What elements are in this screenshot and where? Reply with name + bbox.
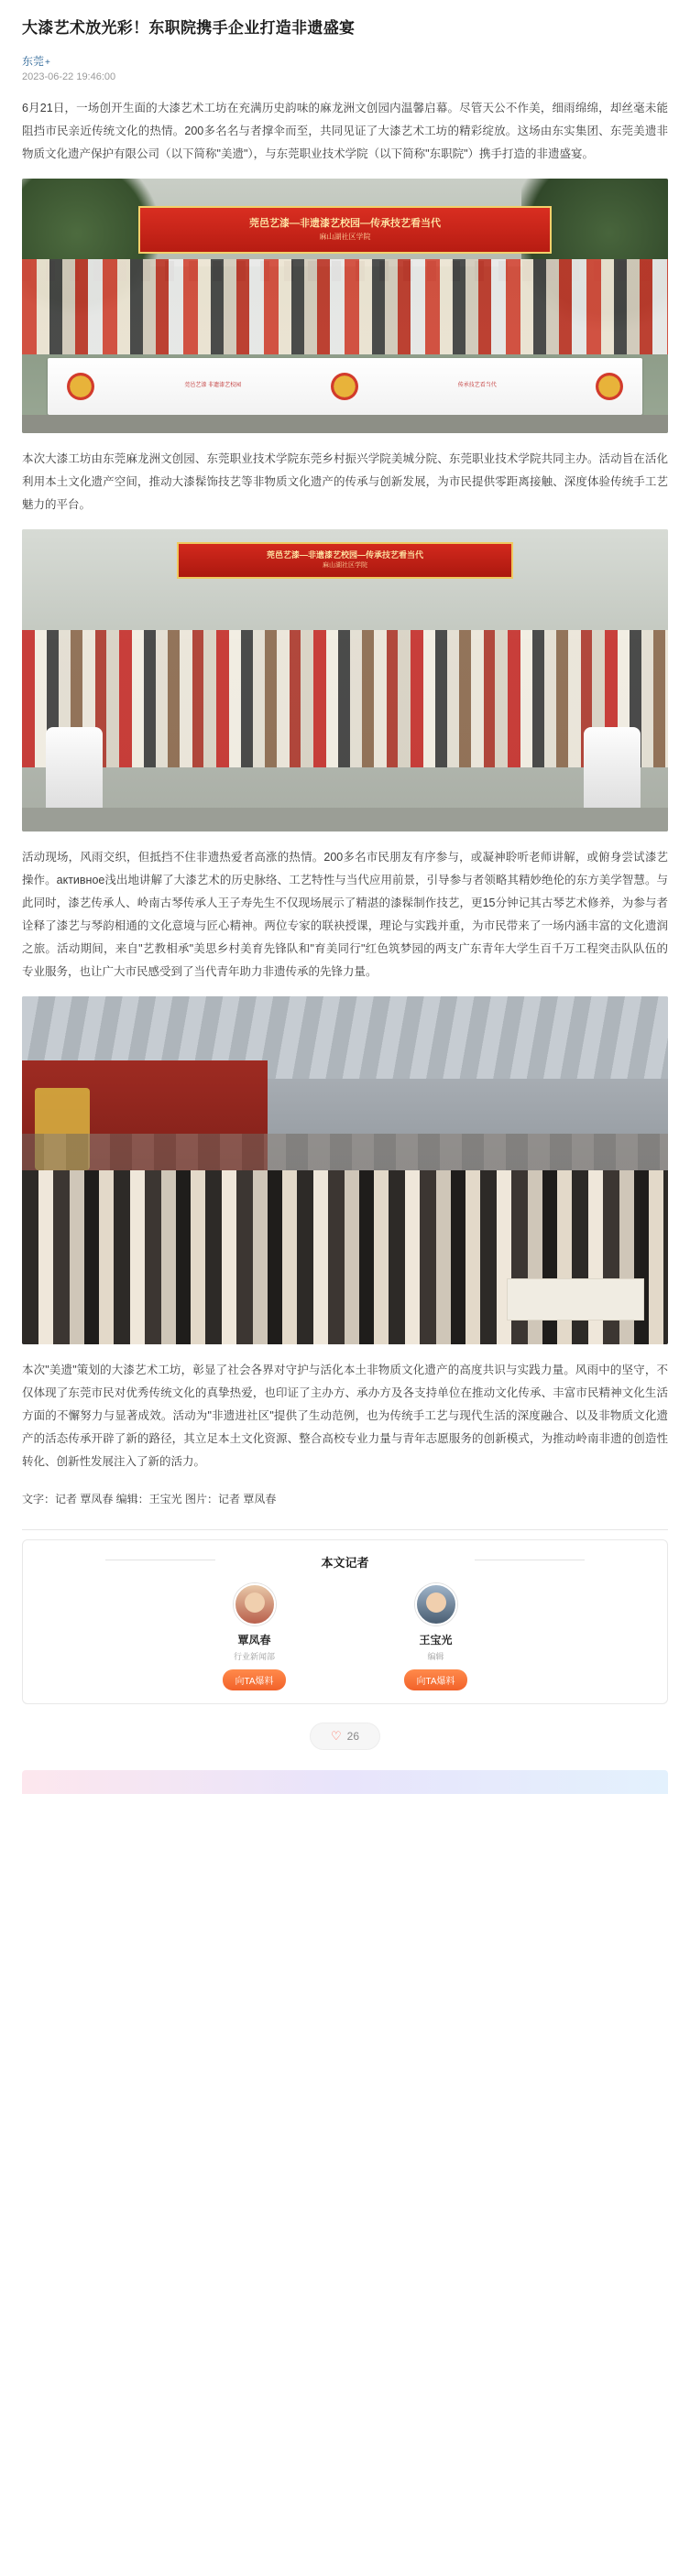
photo2-banner-main: 莞邑艺漆—非遗漆艺校园—传承技艺看当代 <box>266 549 423 560</box>
photo1-ground <box>22 415 668 433</box>
avatar <box>234 1583 276 1625</box>
photo1-crowd <box>22 259 668 354</box>
avatar-face <box>245 1592 265 1613</box>
photo2-crowd <box>22 630 668 767</box>
photo1-seal-mid <box>331 373 358 400</box>
photo1-white-banner <box>48 358 642 415</box>
paragraph-1: 6月21日，一场创开生面的大漆艺术工坊在充满历史韵味的麻龙洲文创园内温馨启幕。尽管天公不作美，细雨绵绵，却丝毫未能阻挡市民亲近传统文化的热情。200多名名与者撑伞而至，共同见证了大漆艺术工坊的精彩绽放。这场由东实集团、东莞美遗非物质文化遗产保护有限公司（以下简称"美遗"），与东莞职业技术学院（以下简称"东职院"）携手打造的非遗盛宴。 <box>22 101 668 160</box>
photo2-banner-sub: 麻山湖社区学院 <box>322 562 367 569</box>
photo1-seal-right <box>596 373 623 400</box>
section-divider <box>22 1529 668 1530</box>
photo1-banner-text-right: 传承技艺看当代 <box>457 383 497 389</box>
reporters-card <box>22 1539 668 1704</box>
photo1-banner-text-left: 莞邑艺漆 非遗漆艺校园 <box>184 383 242 389</box>
article-timestamp: 2023-06-22 19:46:00 <box>22 71 116 82</box>
page-title: 大漆艺术放光彩！东职院携手企业打造非遗盛宴 <box>22 19 356 37</box>
photo1-banner-main: 莞邑艺漆—非遗漆艺校园—传承技艺看当代 <box>248 218 441 230</box>
paragraph-4: 本次"美遗"策划的大漆艺术工坊，彰显了社会各界对守护与活化本土非物质文化遗产的高度共识与实践力量。风雨中的坚守，不仅体现了东莞市民对优秀传统文化的真挚热爱，也印证了主办方、承办方及各支持单位在推动文化传承、丰富市民精神文化生活方面的不懈努力与显著成效。活动为"非遗进社区"提供了生动范例，也为传统手工艺与现代生活的深度融合、以及非物质文化遗产的活态传承开辟了新的路径，其立足本土文化资源、整合高校专业力量与青年志愿服务的创新模式，为推动岭南非遗的创造性转化、创新性发展注入了新的活力。 <box>22 1363 668 1468</box>
avatar <box>415 1583 457 1625</box>
like-bar <box>22 1723 668 1750</box>
bottom-gradient-strip <box>22 1770 668 1794</box>
reporters-heading: 本文记者 <box>23 1540 667 1581</box>
like-button[interactable] <box>310 1723 380 1750</box>
reporters-row <box>23 1581 667 1690</box>
avatar-face <box>426 1592 446 1613</box>
large-group-photo-exhibition-hall <box>22 529 668 831</box>
tip-reporter-button[interactable]: 向TA爆料 <box>223 1669 285 1690</box>
photo2-floor <box>22 808 668 831</box>
photo2-red-banner <box>177 542 513 579</box>
reporter-role: 编辑 <box>427 1652 444 1662</box>
photo3-table <box>507 1278 644 1321</box>
reporter-name: 王宝光 <box>419 1634 453 1647</box>
photo1-seal-left <box>67 373 94 400</box>
source-arrow: + <box>45 57 50 68</box>
reporter-name: 覃凤春 <box>237 1634 271 1647</box>
tip-reporter-button[interactable]: 向TA爆料 <box>404 1669 466 1690</box>
source-label: 东莞 <box>22 54 45 68</box>
photo1-red-banner <box>138 206 552 254</box>
like-count: 26 <box>346 1730 359 1744</box>
photo2-statue-left <box>46 727 103 815</box>
photo2-statue-right <box>584 727 641 815</box>
heart-icon: ♡ <box>330 1729 342 1744</box>
group-photo-under-red-banner <box>22 179 668 433</box>
reporter-card <box>186 1583 323 1690</box>
paragraph-2: 本次大漆工坊由东莞麻龙洲文创园、东莞职业技术学院东莞乡村振兴学院美城分院、东莞职业技术学院共同主办。活动旨在活化利用本土文化遗产空间，推动大漆髹饰技艺等非物质文化遗产的传承与创新发展，为市民提供零距离接触、深度体验传统手工艺魅力的平台。 <box>22 451 668 511</box>
paragraph-3: 活动现场，风雨交织，但抵挡不住非遗热爱者高涨的热情。200多名市民朋友有序参与，或凝神聆听老师讲解，或俯身尝试漆艺操作。активное浅出地讲解了大漆艺术的历史脉络、工艺特性与当代应用前景，引导参与者领略其精妙绝伦的东方美学智慧。与此同时，漆艺传承人、岭南古琴传承人王子寿先生不仅现场展示了精湛的漆髹制作技艺，更15分钟记其古琴艺术修养，为参与者诠释了漆艺与琴韵相通的文化意境与匠心精神。两位专家的联袂授课，理论与实践并重，为市民带来了一场内涵丰富的文化遗润之旅。活动期间，来自"艺教相承"美思乡村美育先锋队和"育美同行"红色筑梦园的两支广东青年大学生百千万工程突击队队伍的专业服务，也让广大市民感受到了当代青年助力非遗传承的先锋力量。 <box>22 850 668 978</box>
indoor-market-crowd-photo <box>22 996 668 1344</box>
article-source[interactable] <box>22 53 668 69</box>
photo1-banner-sub: 麻山湖社区学院 <box>319 232 371 241</box>
reporter-role: 行业新闻部 <box>233 1652 275 1662</box>
article-credits: 文字：记者 覃凤春 编辑：王宝光 图片：记者 覃凤春 <box>22 1492 277 1505</box>
reporter-card <box>367 1583 505 1690</box>
